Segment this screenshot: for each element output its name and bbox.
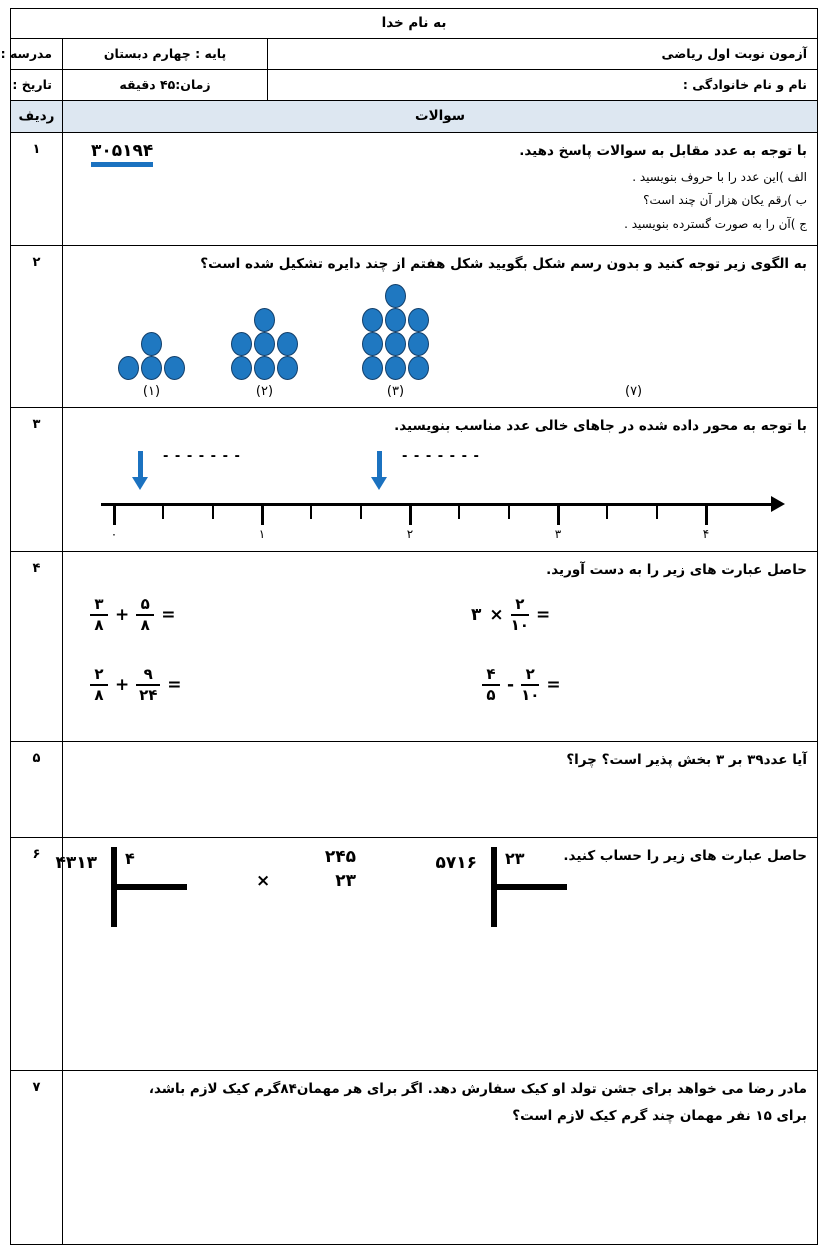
question-row-7 (10, 1070, 817, 1245)
fraction-numerator: ۲ (515, 594, 525, 613)
expression-2 (467, 594, 554, 635)
major-tick (261, 506, 264, 525)
blank-arrow-1 (137, 451, 144, 489)
question-3-body (63, 407, 818, 551)
blank-arrow-2 (376, 451, 383, 489)
pattern-row (361, 332, 430, 356)
whole-number-3: ۳ (471, 605, 482, 626)
fraction-numerator: ۴ (486, 664, 496, 683)
fraction-denominator: ۱۰ (510, 616, 529, 635)
fraction-expressions (73, 583, 807, 733)
number-column-header: ردیف (10, 101, 62, 133)
question-3-number: ۳ (10, 407, 62, 551)
question-7-prompt-line-1: مادر رضا می خواهد برای جشن تولد او کیک سفارش دهد. اگر برای هر مهمان۸۴گرم کیک لازم باشد، (148, 1080, 807, 1097)
pattern-circle (231, 332, 252, 356)
tick-label: ۰ (110, 526, 118, 541)
pattern-circle (254, 308, 275, 332)
major-tick (557, 506, 560, 525)
question-1-part-a: الف )این عدد را با حروف بنویسید . (632, 169, 807, 184)
pattern-row (361, 356, 430, 380)
pattern-circle (408, 356, 429, 380)
question-4-number: ۴ (10, 551, 62, 741)
number-line-diagram (73, 437, 807, 543)
division-1-divisor: ۲۳ (505, 848, 525, 868)
blank-dashes-1: - - - - - - - (163, 448, 241, 464)
fraction-numerator: ۲ (94, 664, 104, 683)
pattern-label-seventh: (۷) (625, 383, 643, 399)
fraction-2-8 (90, 664, 108, 705)
question-5-prompt: آیا عدد۳۹ بر ۳ بخش پذیر است؟ چرا؟ (566, 751, 807, 768)
pattern-rows-3 (361, 284, 430, 380)
question-4-prompt: حاصل عبارت های زیر را به دست آورید. (546, 561, 807, 578)
equals-sign: = (161, 605, 176, 626)
highlighted-number-box (91, 141, 153, 167)
pattern-circle (277, 332, 298, 356)
question-row-5 (10, 741, 817, 837)
pattern-circle (164, 356, 185, 380)
question-1-prompt: با توجه به عدد مقابل به سوالات پاسخ دهید. (519, 143, 807, 159)
number-line-arrowhead (771, 496, 785, 512)
equals-sign: = (546, 675, 561, 696)
grade-label: پایه : چهارم دبستان (63, 39, 268, 70)
question-1-parts (73, 166, 807, 236)
fraction-numerator: ۹ (143, 664, 153, 683)
equals-sign: = (535, 605, 551, 626)
blank-arrow-1-head (132, 477, 148, 490)
pattern-circle (141, 356, 162, 380)
fraction-5-8 (136, 594, 154, 635)
question-1-part-c: ج )آن را به صورت گسترده بنویسید . (624, 216, 807, 231)
pattern-row (230, 332, 299, 356)
multiplier-row (258, 869, 356, 894)
fraction-2-10 (510, 594, 529, 635)
question-4-body (63, 551, 818, 741)
number-line-axis (101, 503, 773, 506)
question-2-body (63, 246, 818, 408)
expression-4 (479, 664, 565, 705)
pattern-label-3: (۳) (386, 383, 405, 399)
multiply-sign: × (256, 871, 272, 892)
time-label: زمان:۴۵ دقیقه (63, 70, 268, 101)
minor-tick (310, 506, 312, 519)
pattern-group-2 (230, 308, 299, 399)
fraction-9-24 (136, 664, 160, 705)
minor-tick (212, 506, 214, 519)
pattern-circle (385, 284, 406, 308)
minor-tick (458, 506, 460, 519)
blank-arrow-1-shaft (138, 451, 143, 479)
pattern-row (361, 284, 430, 308)
pattern-circle (385, 356, 406, 380)
fraction-denominator: ۱۰ (521, 686, 540, 705)
minor-tick (360, 506, 362, 519)
pattern-rows-2 (230, 308, 299, 380)
pattern-circle (362, 308, 383, 332)
pattern-row (230, 356, 299, 380)
exam-info-row-1 (10, 39, 817, 70)
operator-times: × (489, 605, 504, 626)
fraction-numerator: ۲ (525, 664, 535, 683)
question-7-prompt-line-2: برای ۱۵ نفر مهمان چند گرم کیک لازم است؟ (512, 1107, 807, 1124)
pattern-circle (118, 356, 139, 380)
question-row-6 (10, 837, 817, 1070)
minor-tick (508, 506, 510, 519)
column-header-row (10, 101, 817, 133)
question-1-number: ۱ (10, 133, 62, 246)
pattern-label-1: (۱) (142, 383, 161, 399)
pattern-circle (408, 332, 429, 356)
question-1-body (63, 133, 818, 246)
question-7-answer-space[interactable] (73, 1126, 807, 1236)
question-row-1 (10, 133, 817, 246)
question-2-number: ۲ (10, 246, 62, 408)
highlight-underline (91, 162, 153, 167)
exam-info-row-2 (10, 70, 817, 101)
question-7-body (63, 1070, 818, 1245)
expression-3 (87, 664, 186, 705)
pattern-row (361, 308, 430, 332)
fraction-2-10b (521, 664, 540, 705)
pattern-rows-1 (117, 332, 186, 380)
fraction-numerator: ۵ (140, 594, 150, 613)
question-6-number: ۶ (10, 837, 62, 1070)
minor-tick (162, 506, 164, 519)
pattern-circle (385, 308, 406, 332)
tick-label: ۲ (406, 526, 414, 541)
student-name-field[interactable]: نام و نام خانوادگی : (268, 70, 818, 101)
fraction-numerator: ۳ (94, 594, 104, 613)
pattern-row (117, 356, 186, 380)
questions-column-header: سوالات (63, 101, 818, 133)
question-1-part-b: ب )رقم یکان هزار آن چند است؟ (643, 193, 807, 208)
fraction-denominator: ۲۴ (139, 686, 158, 705)
major-tick (705, 506, 708, 525)
pattern-circle (408, 308, 429, 332)
question-3-prompt: با توجه به محور داده شده در جاهای خالی عدد مناسب بنویسید. (394, 417, 807, 434)
question-7-number: ۷ (10, 1070, 62, 1245)
major-tick (409, 506, 412, 525)
fraction-4-5 (482, 664, 500, 705)
division-2-dividend: ۴۳۱۳ (55, 852, 97, 873)
pattern-circle (362, 332, 383, 356)
blank-dashes-2: - - - - - - - (402, 448, 480, 464)
expression-1 (87, 594, 180, 635)
operator-minus: - (507, 675, 515, 696)
operator-plus: + (115, 605, 130, 626)
exam-title: آزمون نوبت اول ریاضی (268, 39, 818, 70)
question-5-answer-space[interactable] (73, 771, 807, 829)
pattern-group-3 (361, 284, 430, 399)
fraction-denominator: ۸ (94, 616, 104, 635)
pattern-circle (231, 356, 252, 380)
tick-label: ۳ (554, 526, 562, 541)
pattern-row (230, 308, 299, 332)
date-field[interactable]: تاریخ : (10, 70, 62, 101)
pattern-circle (254, 332, 275, 356)
minor-tick (656, 506, 658, 519)
pattern-circle (362, 356, 383, 380)
fraction-3-8 (90, 594, 108, 635)
tick-label: ۴ (702, 526, 710, 541)
division-1-dividend: ۵۷۱۶ (435, 852, 477, 873)
question-6-body (55, 837, 818, 1070)
pattern-row (117, 332, 186, 356)
division-horizontal-bar (117, 884, 187, 890)
blank-arrow-2-shaft (377, 451, 382, 479)
question-5-number: ۵ (10, 741, 62, 837)
question-row-2 (10, 246, 817, 408)
tick-label: ۱ (258, 526, 266, 541)
pattern-circle (254, 356, 275, 380)
exam-table (0, 8, 818, 1245)
fraction-denominator: ۵ (486, 686, 496, 705)
major-tick (113, 506, 116, 525)
multiplier: ۲۳ (335, 871, 356, 892)
pattern-group-1 (117, 332, 186, 399)
pattern-circle (141, 332, 162, 356)
bismillah-text: به نام خدا (10, 9, 817, 39)
question-5-body (63, 741, 818, 837)
blank-arrow-2-head (371, 477, 387, 490)
question-6-prompt: حاصل عبارت های زیر را حساب کنید. (563, 847, 807, 864)
division-horizontal-bar (497, 884, 567, 890)
minor-tick (606, 506, 608, 519)
bismillah-row (10, 9, 817, 39)
pattern-label-2: (۲) (255, 383, 274, 399)
pattern-circle (385, 332, 406, 356)
question-row-3 (10, 407, 817, 551)
school-field[interactable]: مدرسه : (10, 39, 62, 70)
division-2-divisor: ۴ (125, 848, 135, 868)
question-1-layout (73, 141, 807, 237)
fraction-denominator: ۸ (140, 616, 150, 635)
fraction-denominator: ۸ (94, 686, 104, 705)
equals-sign: = (167, 675, 182, 696)
multiplicand: ۲۴۵ (324, 846, 356, 867)
operator-plus: + (115, 675, 130, 696)
question-row-4 (10, 551, 817, 741)
multiplication-problem (258, 845, 356, 894)
question-2-prompt: به الگوی زیر توجه کنید و بدون رسم شکل بگویید شکل هفتم از چند دایره تشکیل شده است؟ (200, 256, 807, 272)
pattern-circle (277, 356, 298, 380)
circle-pattern-diagram (73, 279, 807, 399)
highlighted-number: ۳۰۵۱۹۴ (91, 141, 154, 161)
